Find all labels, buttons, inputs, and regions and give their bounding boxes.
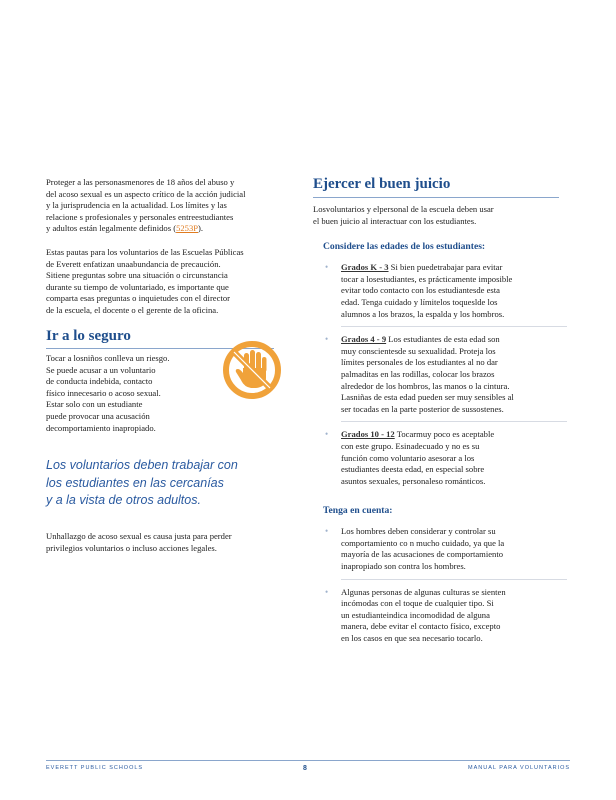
grade-line: estudiantes deesta edad, en especial sobre [341, 464, 485, 475]
safe-line: decomportamiento inapropiado. [46, 422, 156, 433]
grade-line: asuntos sexuales, personaleso románticos. [341, 475, 486, 486]
ages-subheading: Considere las edades de los estudiantes: [323, 241, 486, 253]
grade-line: palmaditas en las rodillas, colocar los brazos [341, 368, 495, 379]
keep-in-mind-list [313, 526, 567, 650]
bullet-dot-icon: • [325, 334, 329, 345]
grade-line: muy conscientesde su sexualidad. Proteja los [341, 345, 496, 356]
intro-line [46, 223, 274, 235]
keep-line: en los casos en que sea necesario tocarlo. [341, 633, 483, 644]
intro-line: y la jurisprudencia en la actualidad. Los límites y las [46, 200, 227, 211]
pull-quote [46, 457, 281, 510]
guidelines-line: de la escuela, el docente o el gerente de la oficina. [46, 304, 219, 315]
list-item [325, 429, 567, 493]
bullet-dot-icon: • [325, 262, 329, 273]
guidelines-line: Estas pautas para los voluntarios de las Escuelas Públicas [46, 246, 244, 257]
safe-line: Tocar a losniños conlleva un riesgo. [46, 353, 170, 363]
grades-list [313, 262, 567, 493]
grade-line [341, 429, 567, 441]
grade-line: alrededor de los hombros, las manos o la cintura. [341, 380, 510, 391]
list-item [325, 526, 567, 579]
page-number: 8 [303, 765, 307, 772]
grade-text: Tocarmuy poco es aceptable [394, 429, 495, 440]
keep-in-mind-subheading: Tenga en cuenta: [323, 505, 393, 517]
grade-line: edad. Tenga cuidado y límitelos toqueslde los [341, 296, 498, 307]
judgment-intro [313, 204, 567, 227]
stop-hand-icon [222, 340, 282, 400]
footer-manual-title: MANUAL PARA VOLUNTARIOS [468, 765, 571, 771]
intro-line-end: ). [198, 223, 204, 234]
grade-line: tocar a losestudiantes, es prácticamente imposible [341, 273, 513, 284]
safe-line: Estar solo con un estudiante [46, 399, 143, 410]
grade-line: evitar todo contacto con los estudiantesde esta [341, 285, 500, 296]
grade-line: ser tocadas en la parte posterior de sussostenes. [341, 403, 504, 414]
section-divider [313, 197, 559, 198]
safe-line: de conducta indebida, contacto [46, 376, 153, 387]
grade-label: Grados 4 - 9 [341, 334, 387, 345]
intro-line: del acoso sexual es un aspecto crítico de la acción judicial [46, 188, 246, 199]
bullet-dot-icon: • [325, 429, 329, 440]
quote-line: Los voluntarios deben trabajar con [46, 458, 238, 472]
bullet-dot-icon: • [325, 526, 329, 537]
list-item [325, 334, 567, 422]
quote-line: y a la vista de otros adultos. [46, 493, 201, 507]
grade-line: límites personales de los estudiantes al no dar [341, 357, 498, 368]
list-item [325, 586, 567, 651]
guidelines-line: durante su tiempo de voluntariado, es importante que [46, 281, 229, 292]
safe-line: Se puede acusar a un voluntario [46, 364, 156, 375]
keep-line: manera, debe evitar el contacto físico, excepto [341, 621, 501, 632]
judgment-line: el buen juicio al interactuar con los estudiantes. [313, 215, 477, 226]
final-line: privilegios voluntarios o incluso acciones legales. [46, 542, 217, 553]
left-column [46, 177, 274, 329]
safe-line: puede provocar una acusación [46, 410, 150, 421]
intro-line: relacione s profesionales y personales entreestudiantes [46, 211, 234, 222]
guidelines-line: Sitiene preguntas sobre una situación o circunstancia [46, 270, 228, 281]
grade-line [341, 262, 567, 274]
grade-text: Los estudiantes de esta edad son [386, 334, 500, 345]
quote-line: los estudiantes en las cercanías [46, 475, 224, 490]
intro-line-text: y adultos están legalmente definidos ( [46, 223, 177, 234]
intro-line: Proteger a las personasmenores de 18 años del abuso y [46, 177, 235, 187]
section-title-safe: Ir a lo seguro [46, 328, 131, 344]
judgment-line: Losvoluntarios y elpersonal de la escuela deben usar [313, 204, 494, 214]
keep-line: mayoría de las acusaciones de comportamiento [341, 549, 504, 560]
grade-line: alumnos a los brazos, la espalda y los hombros. [341, 308, 505, 319]
final-line: Unhallazgo de acoso sexual es causa justa para perder [46, 531, 232, 541]
grade-text: Si bien puedetrabajar para evitar [388, 262, 503, 273]
intro-paragraph [46, 177, 274, 235]
keep-line: comportamiento co n mucho cuidado, ya que la [341, 537, 505, 548]
guidelines-paragraph [46, 247, 274, 317]
keep-line: Algunas personas de algunas culturas se sienten [341, 586, 506, 597]
keep-line: un estudianteindica incomodidad de alguna [341, 609, 490, 620]
grade-line: Lasniñas de esta edad pueden ser muy sensibles al [341, 392, 514, 403]
guidelines-line: de Everett enfatizan unaabundancia de precaución. [46, 258, 221, 269]
right-column [313, 176, 567, 658]
grade-label: Grados K - 3 [341, 262, 389, 273]
grade-line: con este grupo. Esinadecuado y no es su [341, 440, 480, 451]
grade-line: función como voluntario asesorar a los [341, 452, 475, 463]
keep-line: incómodas con el toque de cualquier tipo. Si [341, 598, 494, 609]
grade-label: Grados 10 - 12 [341, 429, 395, 440]
list-item [325, 262, 567, 327]
footer-divider [46, 760, 570, 761]
grade-line [341, 334, 567, 346]
safe-paragraph [46, 353, 216, 434]
policy-link[interactable]: 5253P [176, 223, 199, 234]
keep-line: inapropiado son contra los hombres. [341, 561, 466, 572]
guidelines-line: comparta esas preguntas o inquietudes con el director [46, 293, 230, 304]
section-title-judgment: Ejercer el buen juicio [313, 176, 451, 192]
final-paragraph [46, 531, 278, 554]
footer-district: EVERETT PUBLIC SCHOOLS [46, 765, 144, 771]
keep-line: Los hombres deben considerar y controlar su [341, 526, 496, 537]
bullet-dot-icon: • [325, 586, 329, 597]
safe-line: físico innecesario o acoso sexual. [46, 387, 161, 398]
